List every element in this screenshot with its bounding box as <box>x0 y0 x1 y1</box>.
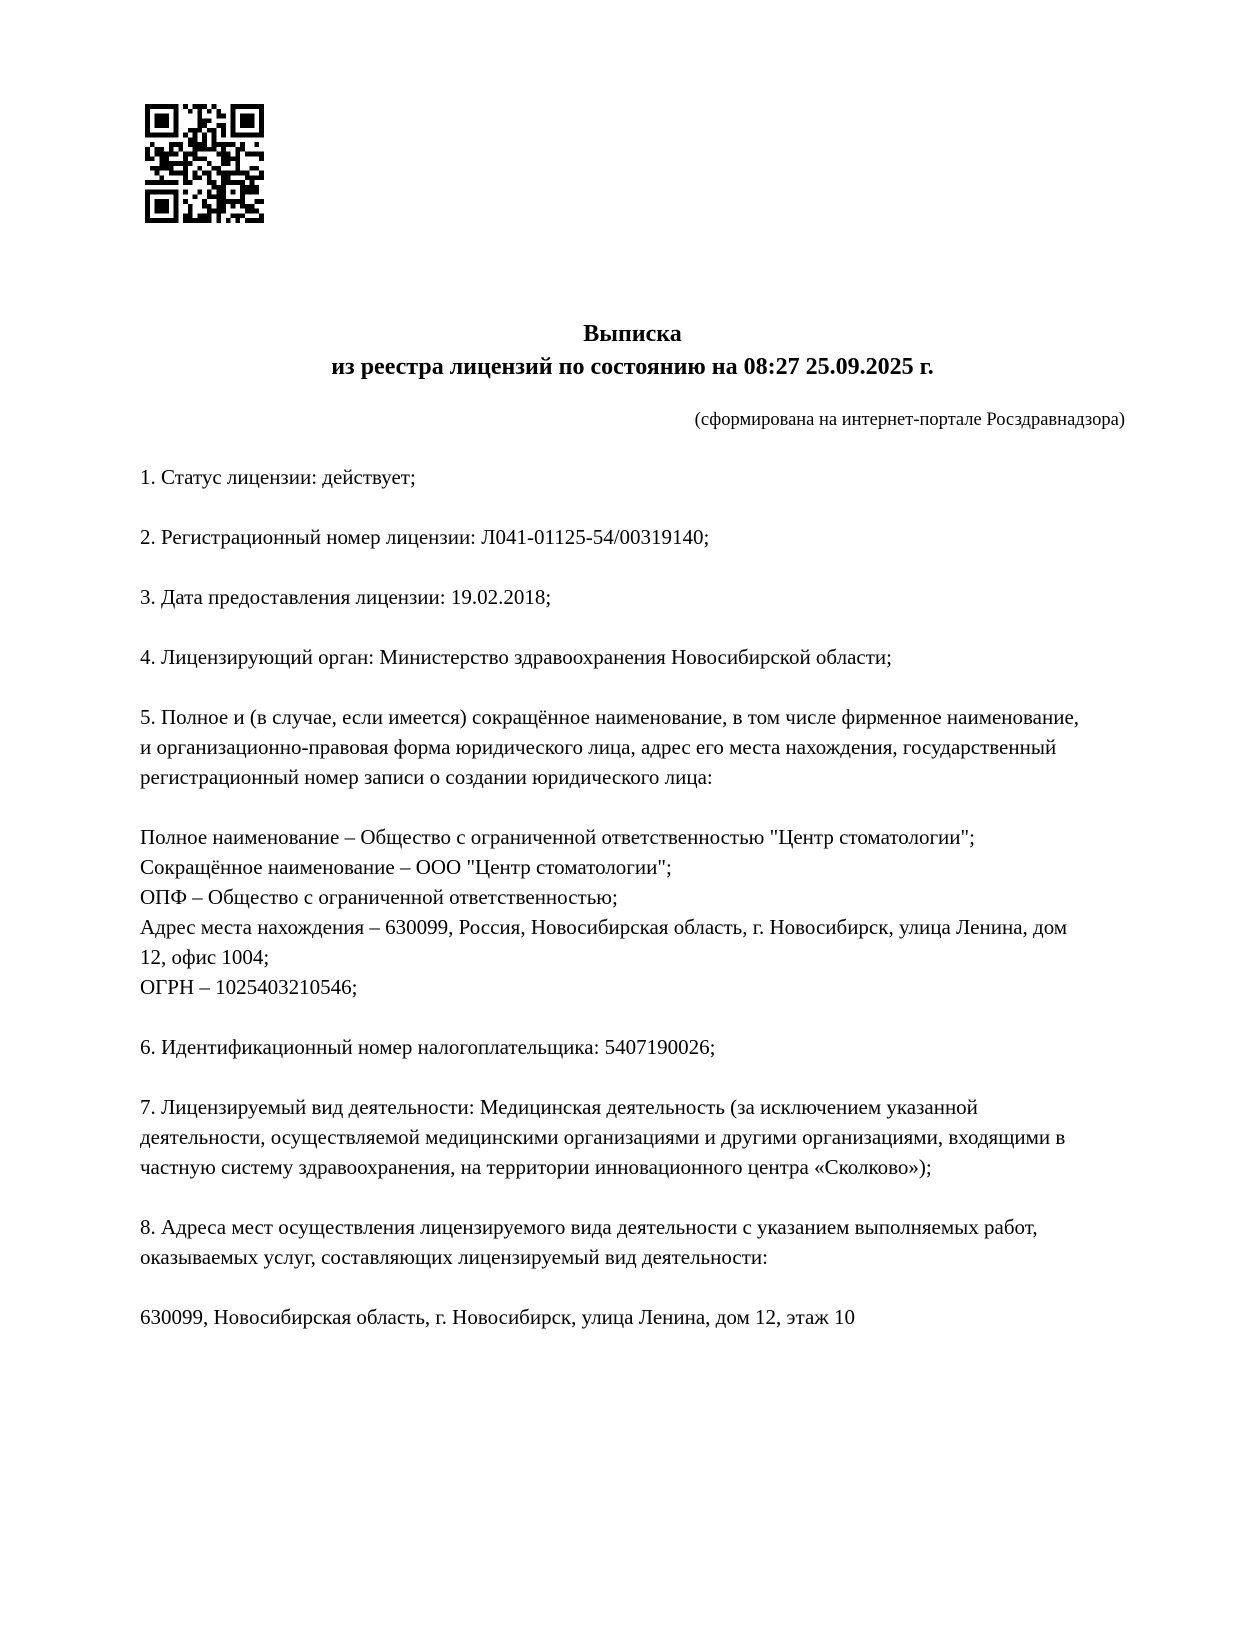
org-short-name: Сокращённое наименование – ООО "Центр стоматологии"; <box>140 855 672 879</box>
title-line-1: Выписка <box>583 321 682 347</box>
paragraph-licensing-authority: 4. Лицензирующий орган: Министерство здравоохранения Новосибирской области; <box>140 645 892 669</box>
paragraph-activity-address: 630099, Новосибирская область, г. Новосибирск, улица Ленина, дом 12, этаж 10 <box>140 1305 856 1329</box>
org-legal-form: ОПФ – Общество с ограниченной ответственностью; <box>140 885 618 909</box>
title-line-2: из реестра лицензий по состоянию на 08:27 25.09.2025 г. <box>331 354 934 380</box>
paragraph-license-status: 1. Статус лицензии: действует; <box>140 465 416 489</box>
org-address: Адрес места нахождения – 630099, Россия, Новосибирская область, г. Новосибирск, улица Ленина, дом 12, офис 1004; <box>140 915 1068 969</box>
paragraph-licensed-activity: 7. Лицензируемый вид деятельности: Медицинская деятельность (за исключением указанной деятельности, осуществляемой медицинскими организациями и другими организациями, входящими в частную систему здравоохранения, на территории инновационного центра «Сколково»); <box>140 1095 1066 1179</box>
document-title <box>140 318 1125 384</box>
document-content <box>140 318 1125 1332</box>
paragraph-inn: 6. Идентификационный номер налогоплательщика: 5407190026; <box>140 1035 716 1059</box>
organization-block <box>140 822 1092 1002</box>
qr-code <box>145 104 264 223</box>
paragraph-activity-addresses-intro: 8. Адреса мест осуществления лицензируемого вида деятельности с указанием выполняемых работ, оказываемых услуг, составляющих лицензируемый вид деятельности: <box>140 1215 1038 1269</box>
org-full-name: Полное наименование – Общество с ограниченной ответственностью "Центр стоматологии"; <box>140 825 975 849</box>
org-ogrn: ОГРН – 1025403210546; <box>140 975 358 999</box>
paragraph-registration-number: 2. Регистрационный номер лицензии: Л041-01125-54/00319140; <box>140 525 710 549</box>
paragraph-organization-intro: 5. Полное и (в случае, если имеется) сокращённое наименование, в том числе фирменное наименование, и организационно-правовая форма юридического лица, адрес его места нахождения, государственный регистрационный номер записи о создании юридического лица: <box>140 705 1080 789</box>
document-body <box>140 462 1092 1332</box>
paragraph-grant-date: 3. Дата предоставления лицензии: 19.02.2018; <box>140 585 552 609</box>
portal-note: (сформирована на интернет-портале Росздравнадзора) <box>694 410 1125 430</box>
